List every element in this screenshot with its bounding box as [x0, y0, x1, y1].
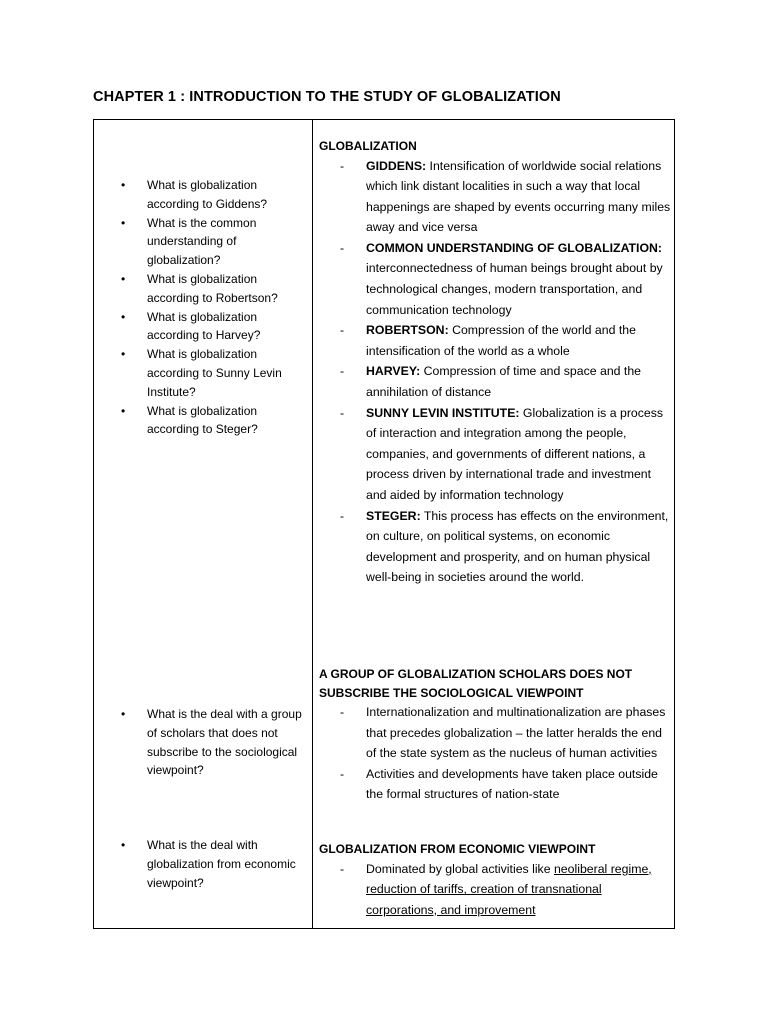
- definition-entry: - SUNNY LEVIN INSTITUTE: Globalization is a process of interaction and integration among the people, companies, and governments of different nations, a process driven by international trade and investment and aided by information technology: [319, 403, 671, 506]
- question-item: • What is the deal with a group of scholars that does not subscribe to the sociological viewpoint?: [121, 707, 302, 778]
- bullet-icon: •: [121, 178, 126, 192]
- section-economic: [319, 840, 671, 920]
- bullet-icon: •: [121, 309, 126, 324]
- dash-icon: -: [340, 705, 345, 719]
- question-item: • What is globalization according to Sunny Levin Institute?: [121, 347, 282, 399]
- bullet-icon: •: [121, 215, 126, 230]
- bullet-icon: •: [121, 347, 126, 362]
- dash-icon: -: [340, 861, 345, 876]
- underlined-text: neoliberal regime, reduction of tariffs, creation of transnational corporations, and improvement: [366, 861, 652, 917]
- section-heading: GLOBALIZATION: [319, 139, 417, 153]
- dash-icon: -: [340, 240, 345, 255]
- questions-column: [94, 120, 312, 928]
- section-heading: A GROUP OF GLOBALIZATION SCHOLARS DOES NOT SUBSCRIBE THE SOCIOLOGICAL VIEWPOINT: [319, 667, 633, 700]
- definition-entry: - Activities and developments have taken place outside the formal structures of nation-state: [319, 764, 671, 805]
- notes-table: [93, 119, 675, 929]
- definition-entry: - STEGER: This process has effects on the environment, on culture, on political systems, on economic development and prosperity, and on human physical well-being in societies around the world.: [319, 506, 671, 588]
- dash-icon: -: [340, 364, 345, 379]
- definition-entry: - HARVEY: Compression of time and space and the annihilation of distance: [319, 361, 671, 402]
- question-group-scholars: [94, 705, 312, 780]
- definition-entry: - Internationalization and multinationalization are phases that precedes globalization – the latter heralds the end of the state system as the nucleus of human activities: [319, 702, 671, 764]
- dash-icon: -: [340, 158, 345, 173]
- definition-entry: - ROBERTSON: Compression of the world and the intensification of the world as a whole: [319, 320, 671, 361]
- dash-icon: -: [340, 323, 345, 338]
- section-globalization: [319, 137, 671, 588]
- definition-entry: - Dominated by global activities like neoliberal regime, reduction of tariffs, creation of transnational corporations, and improvement: [319, 859, 671, 921]
- definition-entry: - GIDDENS: Intensification of worldwide social relations which link distant localities in such a way that local happenings are shaped by events occurring many miles away and vice versa: [319, 156, 671, 238]
- question-item: • What is globalization according to Steger?: [121, 403, 258, 437]
- question-item: • What is the common understanding of globalization?: [121, 215, 257, 268]
- dash-icon: -: [340, 508, 345, 523]
- question-item: • What is the deal with globalization from economic viewpoint?: [121, 838, 296, 890]
- question-item: • What is globalization according to Robertson?: [121, 271, 278, 305]
- bullet-icon: •: [121, 707, 126, 721]
- bullet-icon: •: [121, 271, 126, 286]
- bullet-icon: •: [121, 838, 126, 852]
- chapter-title: CHAPTER 1 : INTRODUCTION TO THE STUDY OF GLOBALIZATION: [93, 89, 561, 105]
- question-group-economic: [94, 836, 312, 892]
- question-group-definitions: [94, 176, 312, 439]
- section-heading: GLOBALIZATION FROM ECONOMIC VIEWPOINT: [319, 842, 596, 856]
- answers-column: [313, 120, 675, 928]
- section-scholars: [319, 665, 671, 805]
- question-item: • What is globalization according to Giddens?: [121, 178, 268, 211]
- bullet-icon: •: [121, 403, 126, 418]
- dash-icon: -: [340, 405, 345, 420]
- definition-entry: - COMMON UNDERSTANDING OF GLOBALIZATION: interconnectedness of human beings brought about by technological changes, modern transportation, and communication technology: [319, 238, 671, 320]
- dash-icon: -: [340, 766, 345, 781]
- question-item: • What is globalization according to Harvey?: [121, 309, 261, 343]
